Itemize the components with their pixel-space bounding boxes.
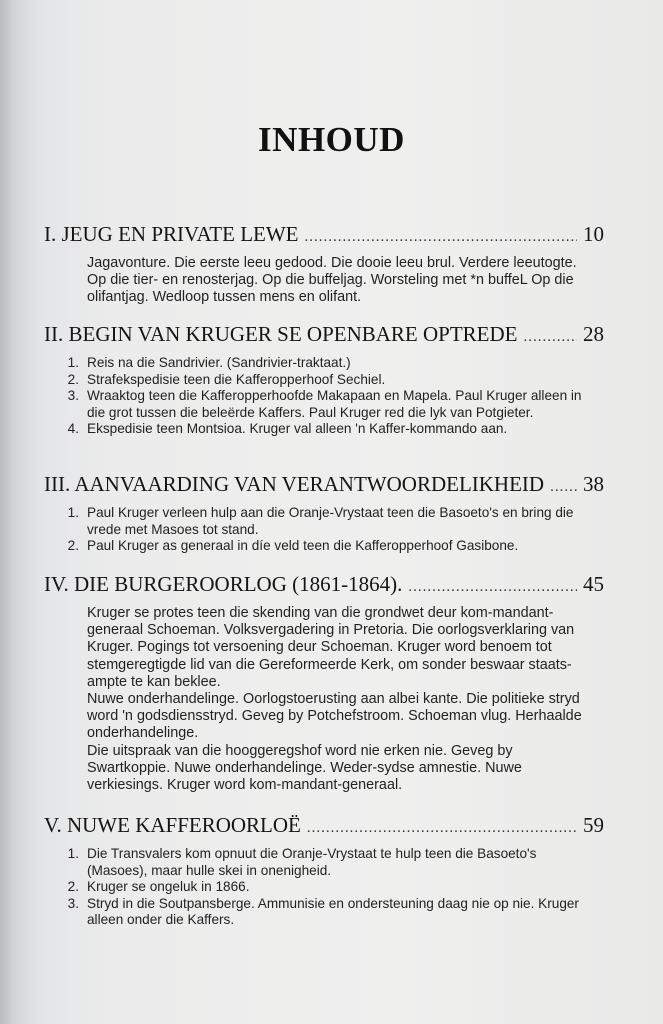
item-text: Reis na die Sandrivier. (Sandrivier-traktaat.) — [87, 355, 351, 370]
chapter-5 — [44, 813, 604, 929]
list-item — [44, 421, 594, 438]
chapter-title: II. BEGIN VAN KRUGER SE OPENBARE OPTREDE — [44, 322, 518, 346]
chapter-item-list — [44, 355, 604, 438]
chapter-1 — [44, 222, 604, 307]
chapter-title: I. JEUG EN PRIVATE LEWE — [44, 222, 299, 246]
chapter-title: IV. DIE BURGEROORLOG (1861-1864). — [44, 572, 403, 596]
chapter-heading — [44, 813, 604, 838]
dot-leader — [305, 229, 577, 246]
summary-paragraph: Nuwe onderhandelinge. Oorlogstoerusting aan albei kante. Die politieke stryd word 'n godsdiensstryd. Geveg by Potchefstroom. Schoeman vlug. Herhaalde onderhandelinge. — [87, 691, 582, 742]
chapter-summary — [44, 605, 604, 794]
chapter-heading — [44, 222, 604, 247]
chapter-3 — [44, 472, 604, 555]
chapter-item-list — [44, 505, 604, 555]
chapter-summary — [44, 255, 604, 307]
dot-leader — [408, 579, 577, 596]
page-number: 38 — [583, 472, 604, 496]
chapter-title: III. AANVAARDING VAN VERANTWOORDELIKHEID — [44, 472, 545, 496]
dot-leader — [550, 479, 577, 496]
page-number: 59 — [583, 813, 604, 837]
list-item — [44, 388, 594, 421]
item-text: Wraaktog teen die Kafferopperhoofde Makapaan en Mapela. Paul Kruger alleen in die grot tussen die beleërde Kaffers. Paul Kruger red die lyk van Potgieter. — [87, 388, 582, 420]
chapter-title: V. NUWE KAFFEROORLOË — [44, 813, 301, 837]
item-number: 1. — [67, 355, 79, 370]
item-number: 2. — [67, 879, 79, 895]
summary-paragraph: Kruger se protes teen die skending van die grondwet deur kom-mandant-generaal Schoeman. Volksvergadering in Pretoria. Die oorlogsverklaring van Kruger. Pogings tot versoening deur Schoeman. Kruger word benoem tot stemgeregtigde lid van die Gereformeerde Kerk, om sonder beswaar staats-ampte te kan beklee. — [87, 605, 575, 690]
list-item — [44, 355, 594, 372]
item-text: Paul Kruger as generaal in díe veld teen die Kafferopperhoof Gasibone. — [87, 538, 519, 554]
list-item — [44, 505, 594, 538]
page-number: 10 — [583, 222, 604, 246]
list-item — [44, 879, 594, 896]
chapter-heading — [44, 322, 604, 347]
list-item — [44, 846, 594, 879]
item-text: Die Transvalers kom opnuut die Oranje-Vrystaat te hulp teen die Basoeto's (Masoes), maar hulle skei in onenigheid. — [87, 846, 537, 878]
page-number: 45 — [583, 572, 604, 596]
page-title: INHOUD — [258, 120, 405, 159]
item-text: Paul Kruger verleen hulp aan die Oranje-Vrystaat teen die Basoeto's en bring die vrede met Masoes tot stand. — [87, 505, 574, 537]
list-item — [44, 538, 594, 555]
chapter-heading — [44, 472, 604, 497]
summary-paragraph: Die uitspraak van die hooggeregshof word nie erken nie. Geveg by Swartkoppie. Nuwe onderhandelinge. Weder-sydse amnestie. Nuwe verkiesings. Kruger word kom-mandant-generaal. — [87, 742, 522, 794]
item-number: 3. — [67, 388, 79, 404]
dot-leader — [307, 820, 577, 837]
item-number: 4. — [67, 421, 79, 437]
page-number: 28 — [583, 322, 604, 346]
item-number: 2. — [67, 371, 79, 387]
item-number: 2. — [67, 538, 79, 554]
chapter-4 — [44, 572, 604, 794]
item-text: Kruger se ongeluk in 1866. — [87, 879, 250, 895]
summary-paragraph: Jagavonture. Die eerste leeu gedood. Die dooie leeu brul. Verdere leeutogte. Op die tier- en renosterjag. Op die buffeljag. Worsteling met *n buffeL Op die olifantjag. Wedloop tussen mens en olifant. — [87, 255, 577, 306]
list-item — [44, 896, 594, 929]
chapter-item-list — [44, 846, 604, 929]
dot-leader — [524, 329, 578, 346]
chapter-heading — [44, 572, 604, 597]
item-number: 1. — [67, 505, 79, 520]
chapter-2 — [44, 322, 604, 438]
item-number: 1. — [67, 846, 79, 861]
list-item — [44, 372, 594, 389]
item-number: 3. — [67, 895, 79, 911]
item-text: Ekspedisie teen Montsioa. Kruger val alleen 'n Kaffer-kommando aan. — [87, 421, 508, 437]
item-text: Stryd in die Soutpansberge. Ammunisie en ondersteuning daag nie op nie. Kruger alleen onder die Kaffers. — [87, 895, 579, 928]
item-text: Strafekspedisie teen die Kafferopperhoof Sechiel. — [87, 371, 386, 387]
